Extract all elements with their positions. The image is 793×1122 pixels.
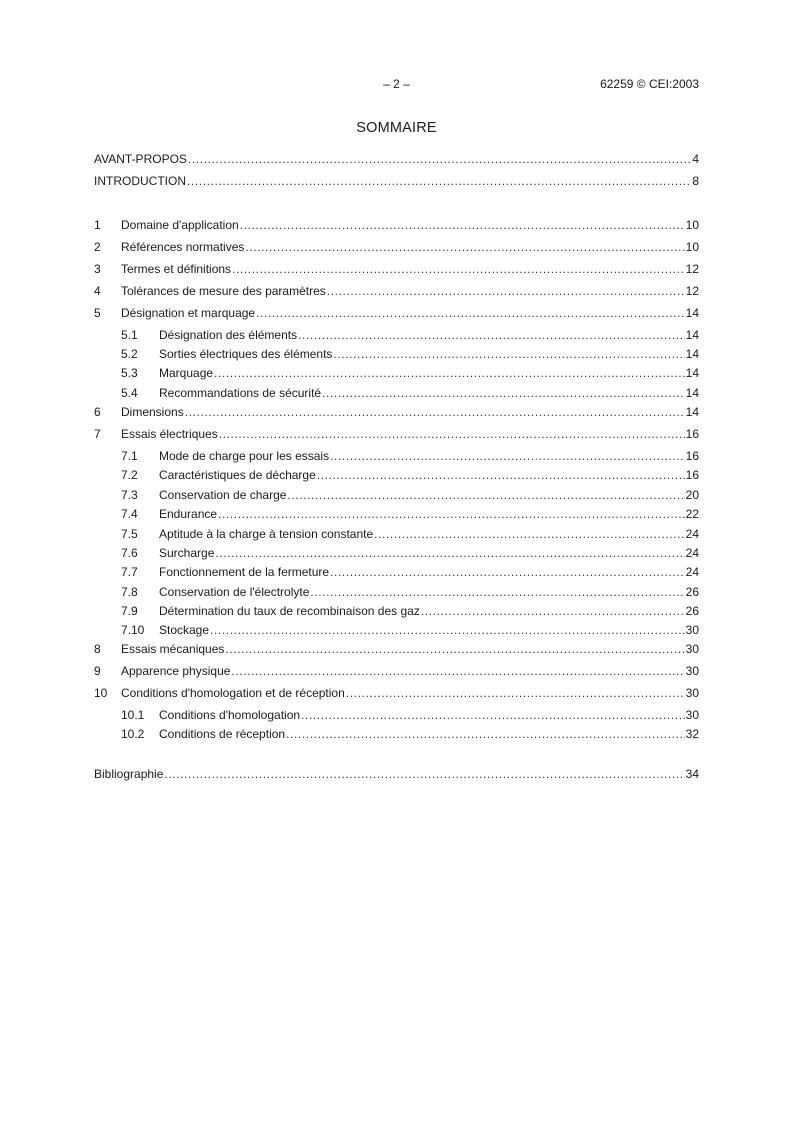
toc-entry-subsection-5-3[interactable] [94,366,699,382]
toc-entry-subnumber: 7.2 [121,468,138,482]
toc-entry-title: Aptitude à la charge à tension constante [159,527,374,541]
toc-leader-dots [218,507,685,521]
toc-entry-title: Essais électriques [121,427,218,441]
toc-entry-title: Conditions d'homologation [159,708,301,722]
toc-entry-page: 14 [685,347,699,361]
toc-entry-page: 10 [685,240,699,254]
toc-entry-title: INTRODUCTION [94,174,186,188]
toc-entry-title: Conditions de réception [159,727,286,741]
toc-entry-page: 26 [685,604,699,618]
toc-entry-title: Bibliographie [94,767,164,781]
toc-entry-page: 16 [685,427,699,441]
toc-entry-title: Détermination du taux de recombinaison des gaz [159,604,420,618]
toc-leader-dots [333,347,684,361]
toc-entry-page: 24 [685,527,699,541]
toc-entry-section-7[interactable] [94,427,699,443]
toc-entry-subsection-5-1[interactable] [94,328,699,344]
toc-entry-title: Apparence physique [121,664,231,678]
toc-entry-section-2[interactable] [94,240,699,256]
toc-entry-page: 26 [685,585,699,599]
toc-leader-dots [240,218,685,232]
toc-entry-title: Mode de charge pour les essais [159,449,330,463]
toc-leader-dots [421,604,685,618]
toc-entry-number: 9 [94,664,101,678]
page-header [94,77,699,93]
toc-entry-page: 10 [685,218,699,232]
toc-entry-subnumber: 5.4 [121,386,138,400]
toc-entry-page: 4 [692,152,699,166]
toc-leader-dots [298,328,685,342]
toc-entry-subnumber: 10.1 [121,708,145,722]
toc-entry-page: 14 [685,328,699,342]
toc-leader-dots [219,427,685,441]
toc-entry-number: 5 [94,306,101,320]
toc-entry-subnumber: 7.10 [121,623,145,637]
toc-entry-number: 4 [94,284,101,298]
toc-entry-title: Recommandations de sécurité [159,386,322,400]
toc-entry-subnumber: 7.6 [121,546,138,560]
toc-entry-page: 14 [685,306,699,320]
toc-entry-subnumber: 7.9 [121,604,138,618]
toc-entry-title: Désignation des éléments [159,328,298,342]
toc-entry-subnumber: 5.1 [121,328,138,342]
toc-entry-title: Essais mécaniques [121,642,225,656]
toc-leader-dots [232,262,685,276]
toc-entry-section-10[interactable] [94,686,699,702]
toc-entry-number: 6 [94,405,101,419]
toc-entry-number: 8 [94,642,101,656]
toc-entry-title: Références normatives [121,240,245,254]
toc-entry-page: 8 [692,174,699,188]
toc-entry-subsection-7-1[interactable] [94,449,699,465]
toc-leader-dots [245,240,684,254]
toc-entry-subnumber: 5.3 [121,366,138,380]
toc-entry-subnumber: 10.2 [121,727,145,741]
toc-entry-subnumber: 7.4 [121,507,138,521]
toc-leader-dots [287,488,684,502]
toc-entry-title: Dimensions [121,405,184,419]
toc-entry-subnumber: 7.5 [121,527,138,541]
toc-entry-subnumber: 7.1 [121,449,138,463]
toc-leader-dots [322,386,685,400]
toc-entry-subsection-7-10[interactable] [94,623,699,639]
toc-entry-page: 30 [685,642,699,656]
toc-entry-title: AVANT-PROPOS [94,152,187,166]
toc-entry-title: Tolérances de mesure des paramètres [121,284,326,298]
toc-entry-page: 30 [685,664,699,678]
toc-leader-dots [301,708,685,722]
toc-entry-number: 3 [94,262,101,276]
toc-leader-dots [256,306,685,320]
toc-entry-number: 1 [94,218,101,232]
toc-entry-title: Conditions d'homologation et de réception [121,686,345,700]
toc-entry-page: 14 [685,366,699,380]
toc-entry-section-5[interactable] [94,306,699,322]
toc-leader-dots [185,405,685,419]
toc-entry-introduction[interactable] [94,174,699,190]
toc-entry-title: Conservation de charge [159,488,287,502]
toc-entry-page: 12 [685,284,699,298]
toc-entry-title: Conservation de l'électrolyte [159,585,310,599]
toc-entry-subsection-5-4[interactable] [94,386,699,402]
toc-entry-section-1[interactable] [94,218,699,234]
toc-entry-page: 30 [685,708,699,722]
toc-entry-title: Termes et définitions [121,262,232,276]
toc-entry-page: 32 [685,727,699,741]
toc-leader-dots [188,152,691,166]
toc-entry-subsection-10-1[interactable] [94,708,699,724]
toc-entry-subsection-7-5[interactable] [94,527,699,543]
toc-entry-number: 2 [94,240,101,254]
toc-entry-subsection-7-4[interactable] [94,507,699,523]
toc-entry-page: 16 [685,468,699,482]
toc-entry-subnumber: 7.7 [121,565,138,579]
toc-entry-page: 30 [685,623,699,637]
toc-leader-dots [310,585,684,599]
toc-entry-subsection-7-3[interactable] [94,488,699,504]
toc-entry-subnumber: 7.3 [121,488,138,502]
toc-entry-title: Domaine d'application [121,218,239,232]
toc-leader-dots [231,664,684,678]
toc-entry-subsection-7-2[interactable] [94,468,699,484]
toc-entry-subnumber: 5.2 [121,347,138,361]
toc-entry-title: Fonctionnement de la fermeture [159,565,330,579]
toc-entry-page: 12 [685,262,699,276]
toc-entry-section-8[interactable] [94,642,699,658]
toc-entry-section-4[interactable] [94,284,699,300]
toc-leader-dots [286,727,685,741]
toc-entry-page: 14 [685,405,699,419]
toc-leader-dots [330,565,685,579]
toc-leader-dots [164,767,684,781]
toc-entry-subnumber: 7.8 [121,585,138,599]
toc-entry-section-9[interactable] [94,664,699,680]
page-title: SOMMAIRE [356,120,437,136]
toc-entry-page: 14 [685,386,699,400]
toc-entry-page: 20 [685,488,699,502]
toc-entry-subsection-7-6[interactable] [94,546,699,562]
toc-leader-dots [214,366,685,380]
toc-entry-title: Endurance [159,507,218,521]
toc-entry-page: 30 [685,686,699,700]
toc-entry-title: Désignation et marquage [121,306,256,320]
toc-entry-section-6[interactable] [94,405,699,421]
toc-entry-title: Caractéristiques de décharge [159,468,316,482]
toc-leader-dots [330,449,685,463]
toc-entry-page: 34 [685,767,699,781]
toc-entry-number: 7 [94,427,101,441]
toc-entry-title: Stockage [159,623,210,637]
toc-entry-avant-propos[interactable] [94,152,699,168]
toc-entry-bibliographie[interactable] [94,767,699,783]
toc-leader-dots [225,642,684,656]
toc-entry-section-3[interactable] [94,262,699,278]
toc-leader-dots [317,468,685,482]
document-reference: 62259 © CEI:2003 [600,77,699,91]
toc-entry-subsection-5-2[interactable] [94,347,699,363]
toc-entry-page: 16 [685,449,699,463]
toc-leader-dots [215,546,684,560]
toc-entry-subsection-7-7[interactable] [94,565,699,581]
toc-leader-dots [346,686,685,700]
toc-entry-page: 22 [685,507,699,521]
page-number: – 2 – [383,77,410,91]
toc-entry-number: 10 [94,686,108,700]
toc-entry-page: 24 [685,546,699,560]
toc-entry-title: Sorties électriques des éléments [159,347,333,361]
toc-entry-title: Surcharge [159,546,215,560]
toc-entry-subsection-10-2[interactable] [94,727,699,743]
toc-leader-dots [374,527,684,541]
toc-entry-title: Marquage [159,366,214,380]
toc-leader-dots [327,284,685,298]
toc-entry-subsection-7-9[interactable] [94,604,699,620]
toc-leader-dots [187,174,691,188]
toc-leader-dots [210,623,685,637]
toc-entry-subsection-7-8[interactable] [94,585,699,601]
toc-entry-page: 24 [685,565,699,579]
